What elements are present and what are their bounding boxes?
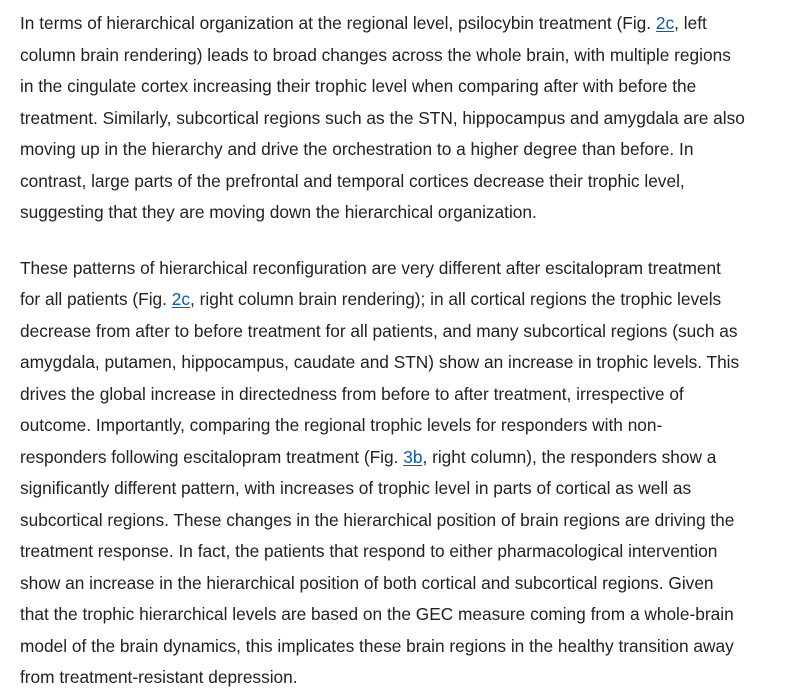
text-segment: These patterns of hierarchical reconfiguration are very different after escitalopram treatment	[20, 257, 721, 278]
text-line	[20, 599, 775, 631]
text-line	[20, 536, 775, 568]
text-segment: show an increase in the hierarchical position of both cortical and subcortical regions. Given	[20, 572, 714, 593]
text-line	[20, 103, 775, 135]
text-segment: contrast, large parts of the prefrontal and temporal cortices decrease their trophic level,	[20, 170, 685, 191]
figure-reference-link[interactable]: 2c	[655, 13, 675, 33]
text-segment: , left	[674, 13, 707, 33]
text-line	[20, 316, 775, 348]
text-line	[20, 410, 775, 442]
text-segment: from treatment-resistant depression.	[20, 667, 298, 687]
text-segment: treatment. Similarly, subcortical regions such as the STN, hippocampus and amygdala are also	[20, 107, 745, 128]
text-line	[20, 8, 775, 40]
text-segment: column brain rendering) leads to broad changes across the whole brain, with multiple regions	[20, 44, 731, 65]
text-segment: amygdala, putamen, hippocampus, caudate and STN) show an increase in trophic levels. This	[20, 352, 740, 372]
text-line	[20, 505, 775, 537]
text-segment: moving up in the hierarchy and drive the orchestration to a higher degree than before. In	[20, 139, 694, 159]
text-line	[20, 134, 775, 166]
text-segment: treatment response. In fact, the patients that respond to either pharmacological intervention	[20, 541, 718, 561]
text-line	[20, 253, 775, 285]
text-line	[20, 631, 775, 663]
text-line	[20, 442, 775, 474]
text-segment: , right column brain rendering); in all cortical regions the trophic levels	[190, 289, 722, 309]
text-segment: in the cingulate cortex increasing their trophic level when comparing after with before the	[20, 76, 697, 96]
text-line	[20, 197, 775, 229]
text-line	[20, 40, 775, 72]
text-line	[20, 568, 775, 600]
text-segment: , right column), the responders show a	[422, 446, 717, 467]
text-line	[20, 379, 775, 411]
text-line	[20, 662, 775, 694]
text-segment: outcome. Importantly, comparing the regional trophic levels for responders with non-	[20, 415, 663, 435]
text-line	[20, 71, 775, 103]
text-line	[20, 473, 775, 505]
text-line	[20, 166, 775, 198]
figure-reference-link[interactable]: 3b	[403, 446, 423, 467]
text-line	[20, 347, 775, 379]
text-segment: suggesting that they are moving down the hierarchical organization.	[20, 202, 537, 222]
text-segment: drives the global increase in directedness from before to after treatment, irrespective of	[20, 383, 684, 404]
text-segment: model of the brain dynamics, this implicates these brain regions in the healthy transition away	[20, 635, 734, 656]
paragraph-2	[20, 253, 775, 694]
text-segment: that the trophic hierarchical levels are based on the GEC measure coming from a whole-brain	[20, 604, 734, 624]
text-segment: for all patients (Fig.	[20, 289, 172, 309]
paragraph-1	[20, 8, 775, 229]
figure-reference-link[interactable]: 2c	[171, 289, 191, 309]
text-segment: responders following escitalopram treatment (Fig.	[20, 446, 404, 467]
text-line	[20, 284, 775, 316]
text-segment: subcortical regions. These changes in the hierarchical position of brain regions are driving the	[20, 509, 735, 530]
text-segment: significantly different pattern, with increases of trophic level in parts of cortical as well as	[20, 478, 692, 498]
text-segment: decrease from after to before treatment for all patients, and many subcortical regions (such as	[20, 320, 738, 341]
text-segment: In terms of hierarchical organization at the regional level, psilocybin treatment (Fig.	[20, 13, 656, 33]
